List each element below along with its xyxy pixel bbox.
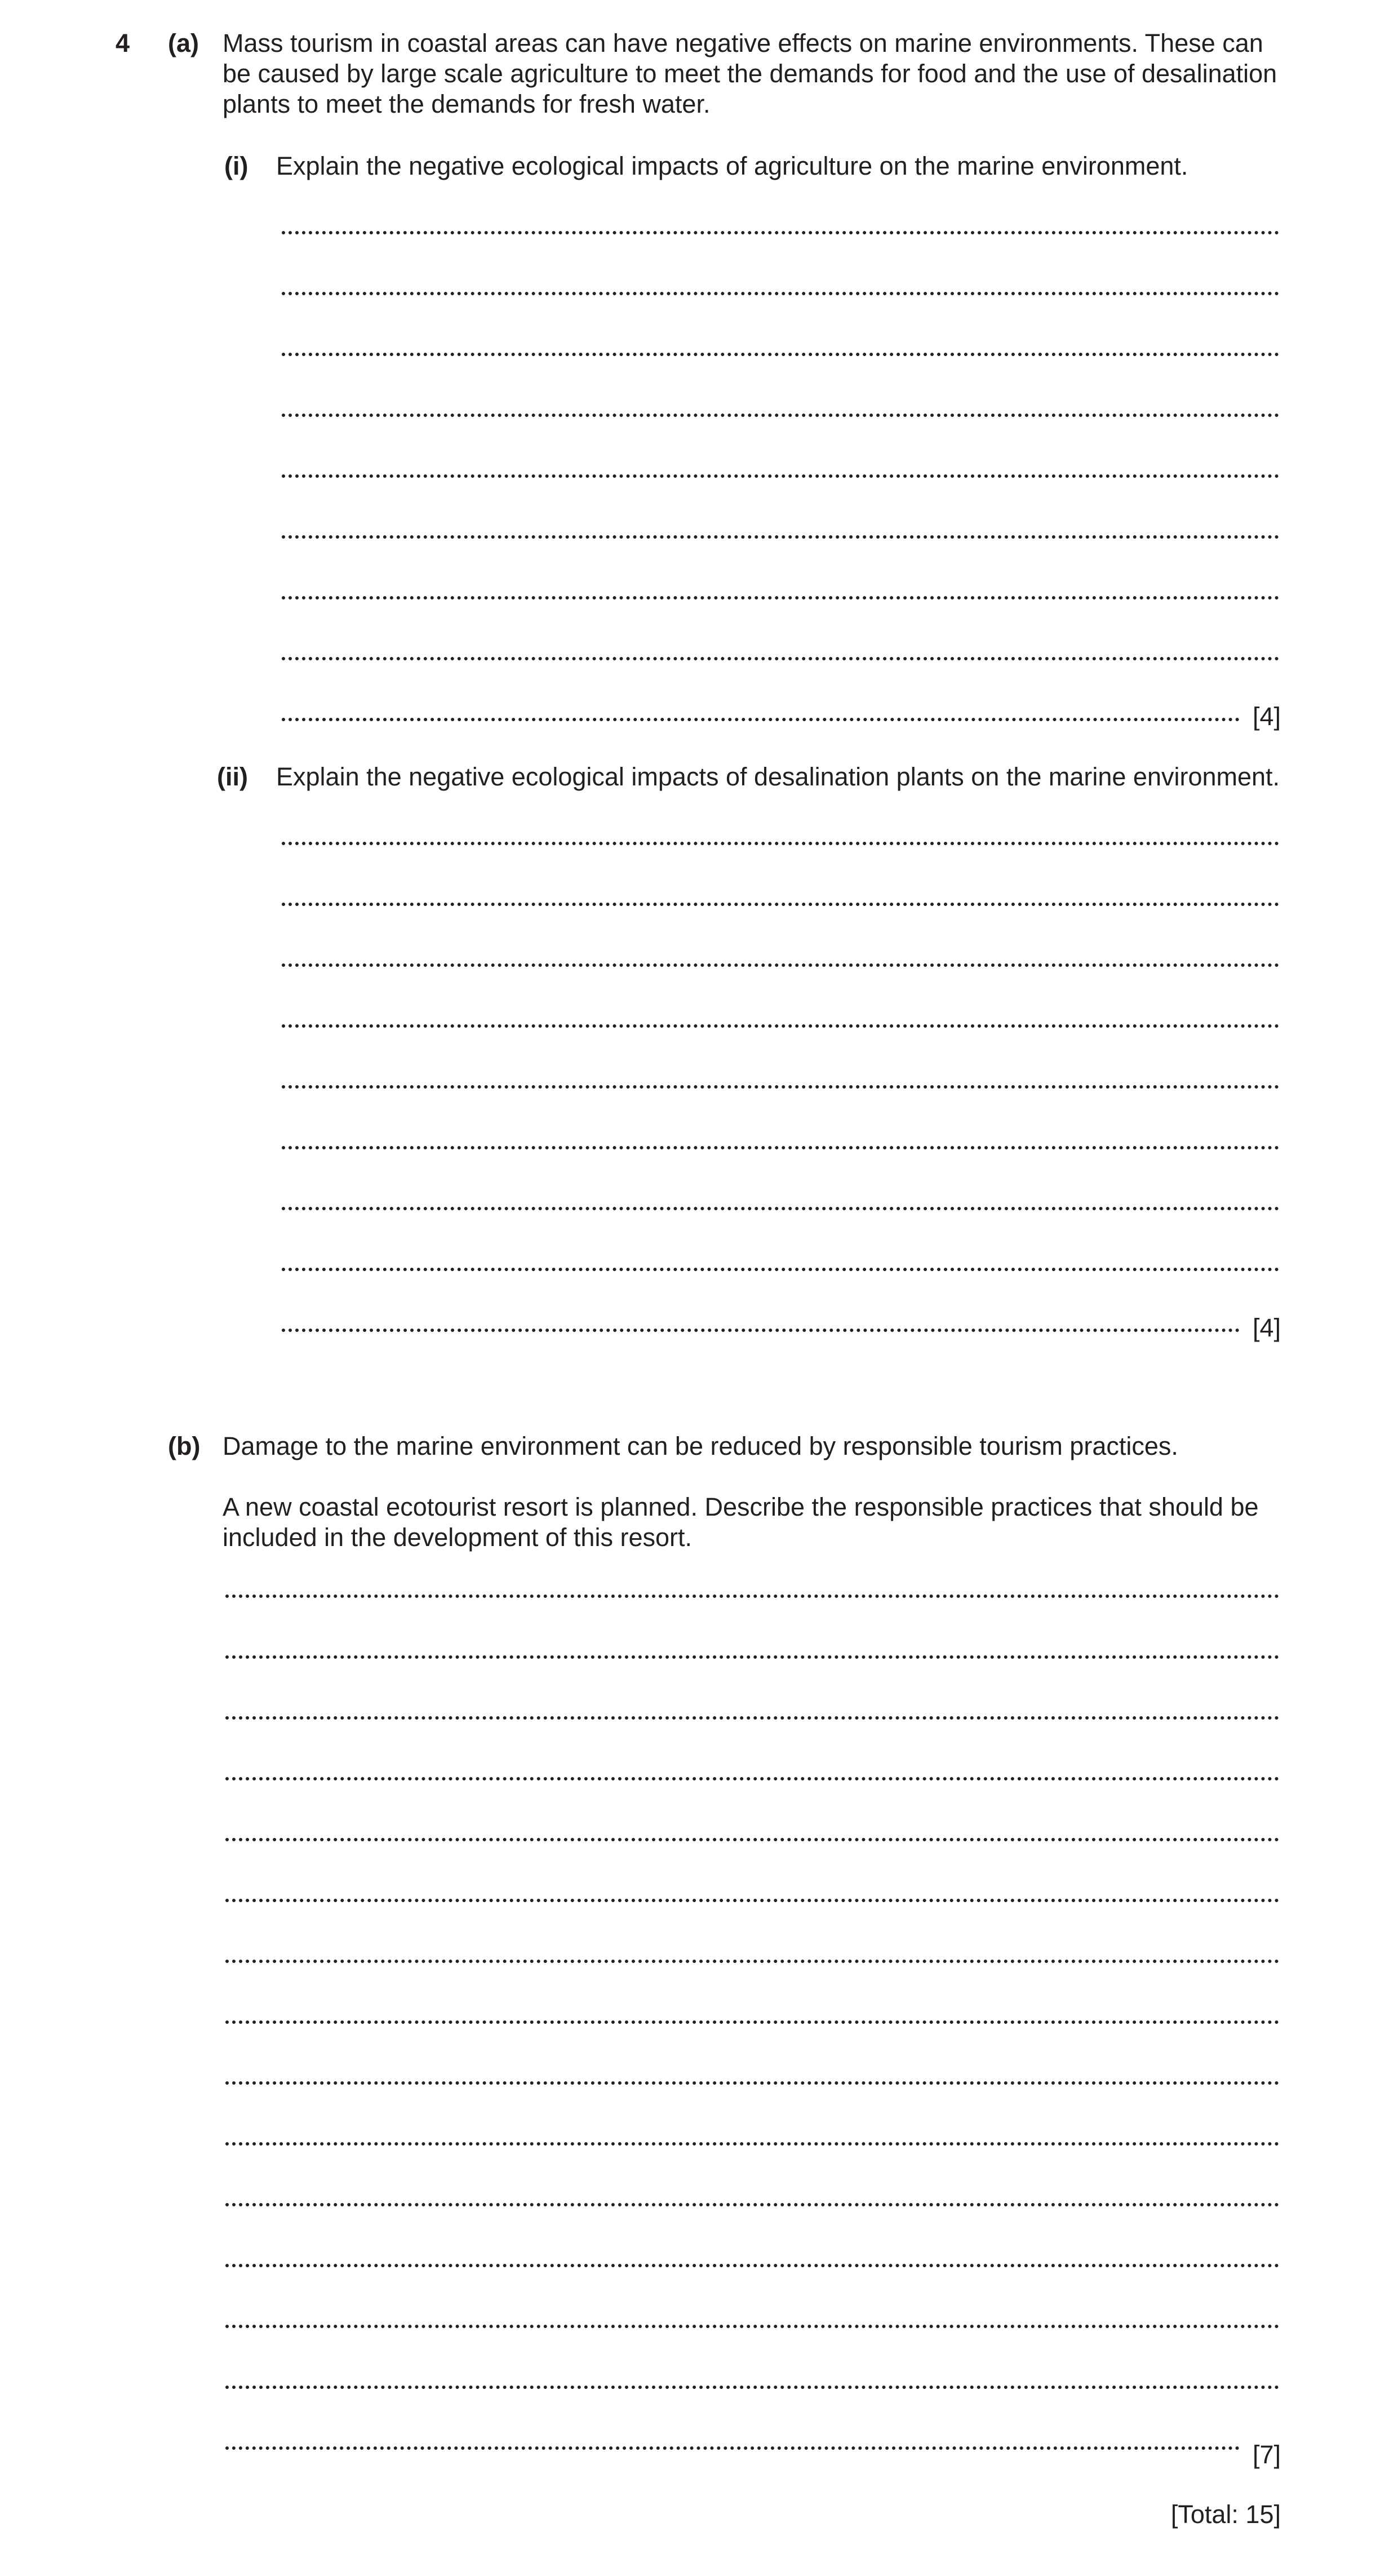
answer-line[interactable] — [282, 231, 1279, 234]
part-a-label: (a) — [168, 29, 199, 57]
question-number: 4 — [116, 29, 130, 57]
answer-line[interactable] — [225, 2325, 1279, 2328]
answer-line[interactable] — [225, 1960, 1279, 1963]
answer-line[interactable] — [282, 1085, 1279, 1089]
answer-line[interactable] — [225, 1595, 1279, 1598]
total-marks: [Total: 15] — [1170, 2500, 1281, 2529]
part-a-i-label: (i) — [224, 152, 248, 180]
answer-line[interactable] — [225, 2446, 1240, 2450]
mark-a-i: [4] — [1252, 702, 1281, 731]
part-b-label: (b) — [168, 1432, 201, 1460]
answer-line[interactable] — [282, 842, 1279, 845]
answer-line[interactable] — [282, 596, 1279, 599]
answer-line[interactable] — [225, 1716, 1279, 1720]
answer-line[interactable] — [225, 1899, 1279, 1902]
part-a-stem: Mass tourism in coastal areas can have negative effects on marine environments. These can be caused by large scale agriculture to meet the demands for food and the use of desalination plants to meet the demands for fresh water. — [223, 29, 1284, 118]
answer-line[interactable] — [282, 414, 1279, 417]
answer-line[interactable] — [225, 2203, 1279, 2206]
answer-line[interactable] — [282, 718, 1240, 721]
answer-line[interactable] — [282, 963, 1279, 967]
answer-line[interactable] — [282, 1146, 1279, 1149]
answer-line[interactable] — [282, 353, 1279, 356]
mark-b: [7] — [1252, 2440, 1281, 2469]
answer-line[interactable] — [225, 1777, 1279, 1780]
answer-line[interactable] — [282, 292, 1279, 295]
part-b-stem-2: A new coastal ecotourist resort is planned. Describe the responsible practices that should be included in the development of this resort. — [223, 1493, 1266, 1552]
answer-line[interactable] — [282, 1207, 1279, 1210]
answer-line[interactable] — [282, 1329, 1240, 1332]
answer-line[interactable] — [225, 2264, 1279, 2267]
answer-line[interactable] — [282, 535, 1279, 539]
mark-a-ii: [4] — [1252, 1313, 1281, 1342]
answer-line[interactable] — [225, 2142, 1279, 2146]
answer-line[interactable] — [282, 1024, 1279, 1028]
part-a-i-prompt: Explain the negative ecological impacts of agriculture on the marine environment. — [276, 152, 1188, 180]
part-a-ii-prompt: Explain the negative ecological impacts of desalination plants on the marine environment. — [276, 762, 1280, 791]
answer-line[interactable] — [282, 903, 1279, 906]
part-b-stem-1: Damage to the marine environment can be reduced by responsible tourism practices. — [223, 1432, 1178, 1460]
answer-line[interactable] — [282, 474, 1279, 478]
answer-line[interactable] — [225, 1838, 1279, 1841]
answer-line[interactable] — [225, 2020, 1279, 2024]
answer-line[interactable] — [282, 1268, 1279, 1271]
answer-line[interactable] — [225, 2386, 1279, 2389]
part-a-ii-label: (ii) — [217, 762, 248, 791]
answer-line[interactable] — [225, 1655, 1279, 1659]
answer-line[interactable] — [225, 2081, 1279, 2085]
answer-line[interactable] — [282, 657, 1279, 660]
